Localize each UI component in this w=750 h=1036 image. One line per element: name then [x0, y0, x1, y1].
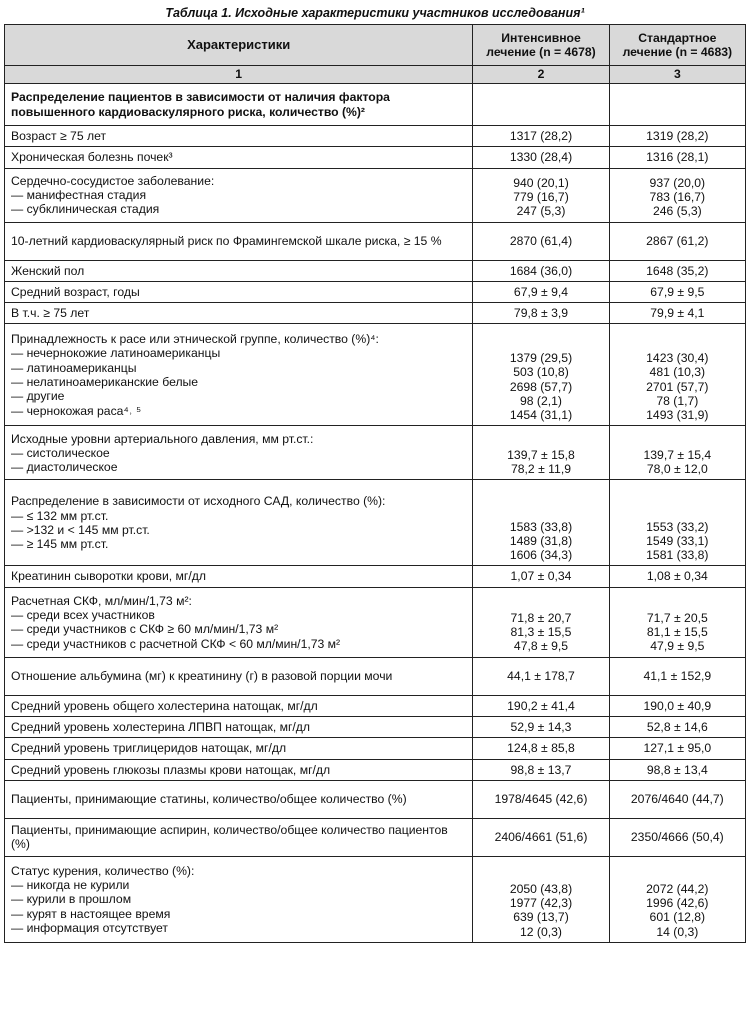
- intensive-value: 190,2 ± 41,4: [473, 695, 609, 716]
- row-label: Сердечно-сосудистое заболевание: — манифестная стадия — субклиническая стадия: [5, 168, 473, 222]
- row-label: Средний уровень глюкозы плазмы крови натощак, мг/дл: [5, 759, 473, 780]
- intensive-value: 1317 (28,2): [473, 126, 609, 147]
- column-number-3: 3: [609, 66, 745, 84]
- column-number-2: 2: [473, 66, 609, 84]
- row-label: Принадлежность к расе или этнической группе, количество (%)⁴: — нечернокожие латиноамериканцы — латиноамериканцы — нелатиноамериканские белые — другие — чернокожая раса⁴˒ ⁵: [5, 324, 473, 426]
- table-row: [5, 222, 746, 260]
- intensive-value: 1684 (36,0): [473, 260, 609, 281]
- row-label: Хроническая болезнь почек³: [5, 147, 473, 168]
- row-label: Распределение в зависимости от исходного САД, количество (%): — ≤ 132 мм рт.ст. — >132 и < 145 мм рт.ст. — ≥ 145 мм рт.ст.: [5, 480, 473, 566]
- table-row: [5, 480, 746, 566]
- table-row: [5, 587, 746, 657]
- intensive-value: 79,8 ± 3,9: [473, 303, 609, 324]
- table-row: [5, 717, 746, 738]
- standard-value: 67,9 ± 9,5: [609, 281, 745, 302]
- standard-value: 2072 (44,2) 1996 (42,6) 601 (12,8) 14 (0,3): [609, 856, 745, 942]
- intensive-value: 1,07 ± 0,34: [473, 566, 609, 587]
- standard-value: 52,8 ± 14,6: [609, 717, 745, 738]
- standard-value: 1648 (35,2): [609, 260, 745, 281]
- intensive-value: 1978/4645 (42,6): [473, 780, 609, 818]
- table-row: [5, 303, 746, 324]
- intensive-value: 124,8 ± 85,8: [473, 738, 609, 759]
- standard-value: 71,7 ± 20,5 81,1 ± 15,5 47,9 ± 9,5: [609, 587, 745, 657]
- standard-value: 2076/4640 (44,7): [609, 780, 745, 818]
- standard-value: 98,8 ± 13,4: [609, 759, 745, 780]
- intensive-value: 1379 (29,5) 503 (10,8) 2698 (57,7) 98 (2,1) 1454 (31,1): [473, 324, 609, 426]
- table-row: [5, 856, 746, 942]
- standard-value: 139,7 ± 15,4 78,0 ± 12,0: [609, 426, 745, 480]
- table-row: [5, 780, 746, 818]
- intensive-value: 44,1 ± 178,7: [473, 657, 609, 695]
- row-label: Распределение пациентов в зависимости от наличия фактора повышенного кардиоваскулярного риска, количество (%)²: [5, 84, 473, 126]
- standard-value: 2350/4666 (50,4): [609, 818, 745, 856]
- standard-value: 1316 (28,1): [609, 147, 745, 168]
- row-label: В т.ч. ≥ 75 лет: [5, 303, 473, 324]
- table-row: [5, 324, 746, 426]
- intensive-value: 139,7 ± 15,8 78,2 ± 11,9: [473, 426, 609, 480]
- intensive-value: 2406/4661 (51,6): [473, 818, 609, 856]
- intensive-value: [473, 84, 609, 126]
- row-label: Исходные уровни артериального давления, мм рт.ст.: — систолическое — диастолическое: [5, 426, 473, 480]
- intensive-value: 98,8 ± 13,7: [473, 759, 609, 780]
- header-intensive: Интенсивное лечение (n = 4678): [473, 25, 609, 66]
- table-row: [5, 281, 746, 302]
- row-label: Возраст ≥ 75 лет: [5, 126, 473, 147]
- table-row: [5, 566, 746, 587]
- column-number-1: 1: [5, 66, 473, 84]
- standard-value: 41,1 ± 152,9: [609, 657, 745, 695]
- intensive-value: 1330 (28,4): [473, 147, 609, 168]
- table-row: [5, 695, 746, 716]
- row-label: Статус курения, количество (%): — никогда не курили — курили в прошлом — курят в настоящее время — информация отсутствует: [5, 856, 473, 942]
- table-row: [5, 818, 746, 856]
- standard-value: 79,9 ± 4,1: [609, 303, 745, 324]
- row-label: Пациенты, принимающие аспирин, количество/общее количество пациентов (%): [5, 818, 473, 856]
- header-characteristics: Характеристики: [5, 25, 473, 66]
- standard-value: 1,08 ± 0,34: [609, 566, 745, 587]
- header-standard: Стандартное лечение (n = 4683): [609, 25, 745, 66]
- row-label: Средний уровень холестерина ЛПВП натощак, мг/дл: [5, 717, 473, 738]
- standard-value: 1319 (28,2): [609, 126, 745, 147]
- row-label: Креатинин сыворотки крови, мг/дл: [5, 566, 473, 587]
- baseline-characteristics-table: [4, 24, 746, 943]
- table-row: [5, 426, 746, 480]
- table-row: [5, 657, 746, 695]
- standard-value: 190,0 ± 40,9: [609, 695, 745, 716]
- standard-value: 1553 (33,2) 1549 (33,1) 1581 (33,8): [609, 480, 745, 566]
- intensive-value: 2870 (61,4): [473, 222, 609, 260]
- row-label: Средний возраст, годы: [5, 281, 473, 302]
- table-row: [5, 168, 746, 222]
- standard-value: [609, 84, 745, 126]
- table-row: [5, 147, 746, 168]
- row-label: Отношение альбумина (мг) к креатинину (г) в разовой порции мочи: [5, 657, 473, 695]
- intensive-value: 52,9 ± 14,3: [473, 717, 609, 738]
- table-caption: Таблица 1. Исходные характеристики участников исследования¹: [165, 6, 585, 20]
- standard-value: 1423 (30,4) 481 (10,3) 2701 (57,7) 78 (1,7) 1493 (31,9): [609, 324, 745, 426]
- row-label: Расчетная СКФ, мл/мин/1,73 м²: — среди всех участников — среди участников с СКФ ≥ 60 мл/мин/1,73 м² — среди участников с расчетной СКФ < 60 мл/мин/1,73 м²: [5, 587, 473, 657]
- table-row: [5, 84, 746, 126]
- row-label: Женский пол: [5, 260, 473, 281]
- standard-value: 2867 (61,2): [609, 222, 745, 260]
- intensive-value: 1583 (33,8) 1489 (31,8) 1606 (34,3): [473, 480, 609, 566]
- row-label: 10-летний кардиоваскулярный риск по Фрамингемской шкале риска, ≥ 15 %: [5, 222, 473, 260]
- table-row: [5, 126, 746, 147]
- row-label: Средний уровень триглицеридов натощак, мг/дл: [5, 738, 473, 759]
- intensive-value: 71,8 ± 20,7 81,3 ± 15,5 47,8 ± 9,5: [473, 587, 609, 657]
- intensive-value: 2050 (43,8) 1977 (42,3) 639 (13,7) 12 (0,3): [473, 856, 609, 942]
- row-label: Пациенты, принимающие статины, количество/общее количество (%): [5, 780, 473, 818]
- row-label: Средний уровень общего холестерина натощак, мг/дл: [5, 695, 473, 716]
- intensive-value: 67,9 ± 9,4: [473, 281, 609, 302]
- intensive-value: 940 (20,1) 779 (16,7) 247 (5,3): [473, 168, 609, 222]
- standard-value: 937 (20,0) 783 (16,7) 246 (5,3): [609, 168, 745, 222]
- table-row: [5, 759, 746, 780]
- standard-value: 127,1 ± 95,0: [609, 738, 745, 759]
- table-row: [5, 260, 746, 281]
- table-row: [5, 738, 746, 759]
